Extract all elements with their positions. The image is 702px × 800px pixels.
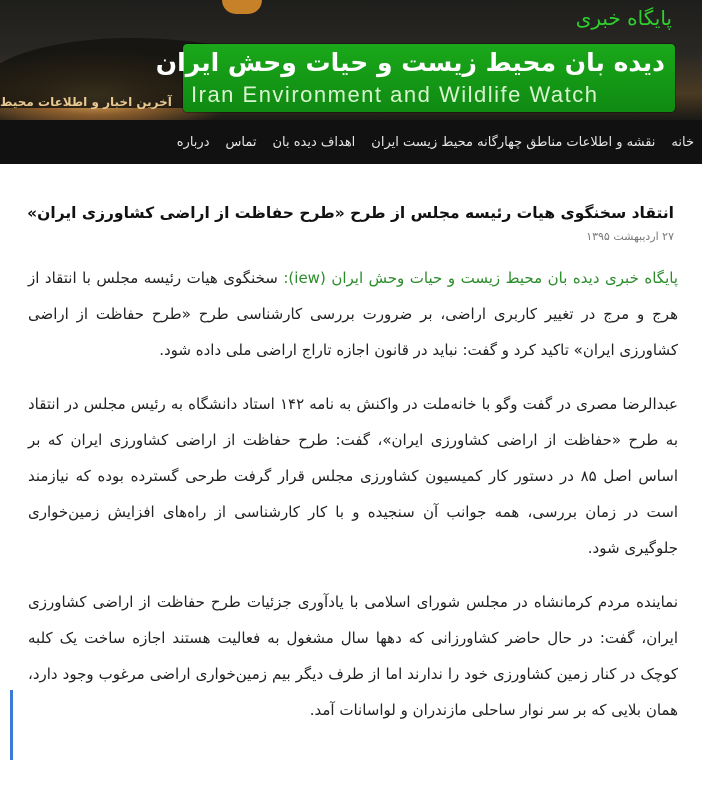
nav-item-contact[interactable]: تماس: [225, 134, 257, 150]
article-paragraph-1-text: سخنگوی هیات رئیسه مجلس با انتقاد از هرج و مرج در تغییر کاربری اراضی، بر ضرورت بررسی کارشناسی طرح «طرح حفاظت از اراضی کشاورزی ایران» تاکید کرد و گفت: نباید در قانون اجازه تاراج اراضی ملی داده شود.: [28, 269, 678, 359]
nav-item-about[interactable]: درباره: [176, 134, 210, 150]
nav-item-goals[interactable]: اهداف دیده بان: [272, 134, 356, 150]
article-date: ۲۷ اردیبهشت ۱۳۹۵: [586, 230, 674, 243]
article-source: پایگاه خبری دیده بان محیط زیست و حیات وحش ایران (iew):: [283, 269, 679, 287]
scroll-indicator: [10, 690, 13, 760]
header-sunset-glow: [222, 0, 262, 14]
article-body: [28, 260, 678, 746]
site-logo-banner[interactable]: [155, 44, 675, 112]
nav-item-home[interactable]: خانه: [671, 134, 694, 150]
site-tagline: آخرین اخبار و اطلاعات محیط: [0, 95, 172, 109]
article-paragraph-1: [28, 260, 678, 368]
article-container: [0, 164, 702, 800]
site-label: پایگاه خبری: [575, 6, 672, 30]
site-title-fa: دیده بان محیط زیست و حیات وحش ایران: [155, 48, 665, 77]
article-paragraph-3: نماینده مردم کرمانشاه در مجلس شورای اسلامی با یادآوری جزئیات طرح حفاظت از اراضی کشاورزی ایران، گفت: در حال حاضر کشاورزانی که دهها سال مشغول به فعالیت هستند اجازه ساخت یک کلبه کوچک در کنار زمین کشاورزی خود را ندارند اما از طرف دیگر بیم زمین‌خواری اراضی مرغوب وجود دارد، همان بلایی که بر سر نوار ساحلی مازندران و لواسانات آمد.: [28, 593, 678, 719]
main-nav: [0, 120, 702, 164]
site-header: [0, 0, 702, 120]
article-paragraph-2: عبدالرضا مصری در گفت وگو با خانه‌ملت در واکنش به نامه ۱۴۲ استاد دانشگاه به رئیس مجلس در انتقاد به طرح «حفاظت از اراضی کشاورزی ایران»، گفت: طرح حفاظت از اراضی کشاورزی ایران که بر اساس اصل ۸۵ در دستور کار کمیسیون کشاورزی مجلس قرار گرفت طرحی گسترده بوده که نیازمند است در زمان بررسی، همه جوانب آن سنجیده و با کار کارشناسی از راه‌های افزایش زمین‌خواری جلوگیری شود.: [28, 395, 678, 557]
article-title[interactable]: انتقاد سخنگوی هیات رئیسه مجلس از طرح «طرح حفاظت از اراضی کشاورزی ایران»: [27, 204, 674, 222]
site-title-en: Iran Environment and Wildlife Watch: [191, 82, 599, 107]
nav-item-map[interactable]: نقشه و اطلاعات مناطق چهارگانه محیط زیست ایران: [371, 134, 656, 150]
